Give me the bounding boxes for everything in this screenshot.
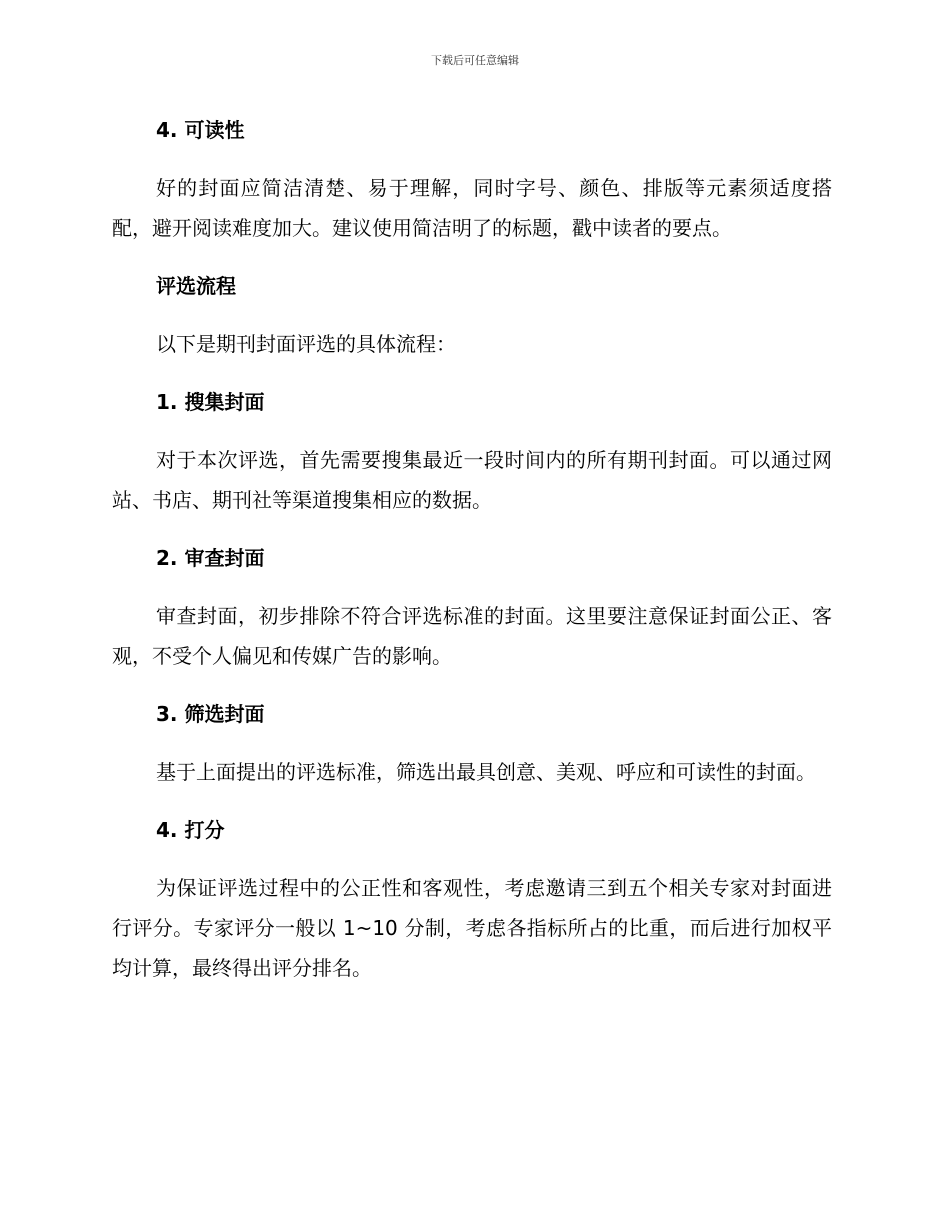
section-heading-process: 评选流程 [156,274,236,298]
paragraph-filter: 基于上面提出的评选标准，筛选出最具创意、美观、呼应和可读性的封面。 [156,760,816,784]
paragraph-review: 审查封面，初步排除不符合评选标准的封面。这里要注意保证封面公正、客观，不受个人偏见和传媒广告的影响。 [112,604,832,668]
paragraph-collect: 对于本次评选，首先需要搜集最近一段时间内的所有期刊封面。可以通过网站、书店、期刊社等渠道搜集相应的数据。 [112,448,832,512]
paragraph-scoring: 为保证评选过程中的公正性和客观性，考虑邀请三到五个相关专家对封面进行评分。专家评分一般以 1~10 分制，考虑各指标所占的比重，而后进行加权平均计算，最终得出评分排名。 [112,876,832,980]
paragraph-readability: 好的封面应简洁清楚、易于理解，同时字号、颜色、排版等元素须适度搭配，避开阅读难度加大。建议使用简洁明了的标题，戳中读者的要点。 [112,176,832,240]
document-body [112,110,832,1006]
paragraph-process-intro: 以下是期刊封面评选的具体流程： [156,332,456,356]
section-heading-readability: 4. 可读性 [156,118,245,142]
section-heading-collect: 1. 搜集封面 [156,390,265,414]
section-heading-scoring: 4. 打分 [156,818,225,842]
section-heading-filter: 3. 筛选封面 [156,702,265,726]
page-header: 下载后可任意编辑 [431,54,519,67]
section-heading-review: 2. 审查封面 [156,546,265,570]
